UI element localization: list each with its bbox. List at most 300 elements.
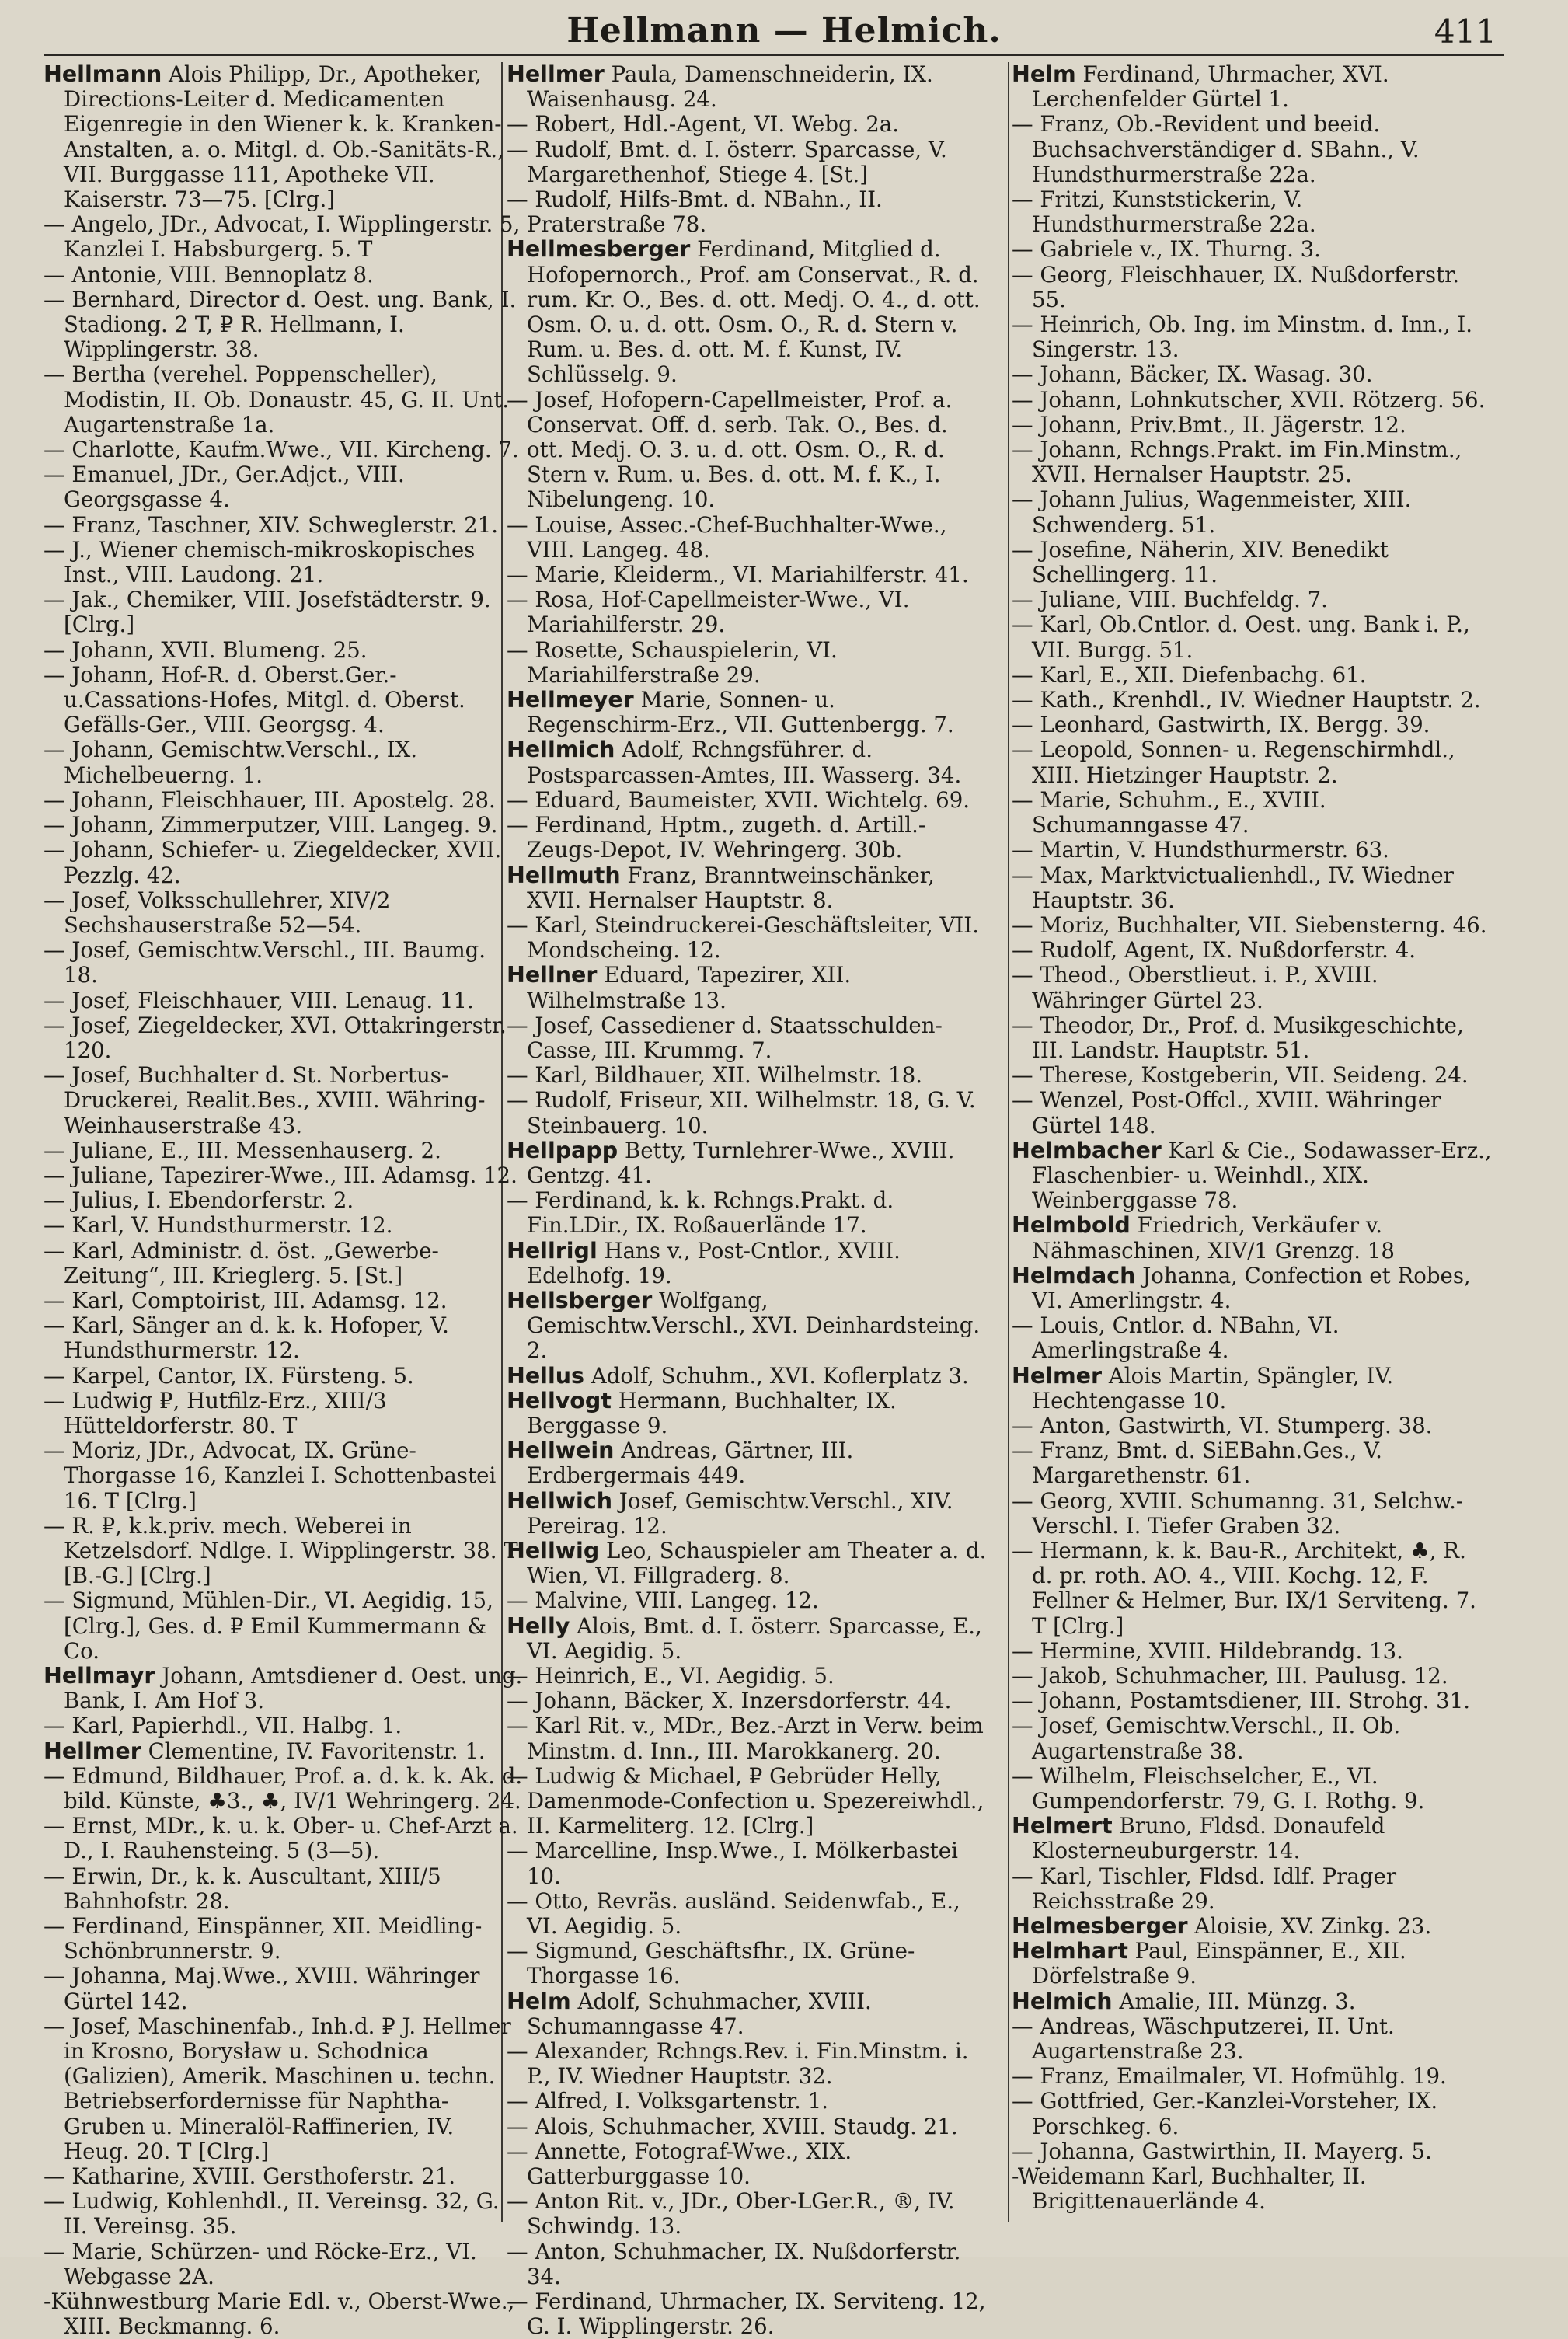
directory-entry <box>1012 112 1493 187</box>
entry-text: — Max, Marktvictualienhdl., IV. Wiedner Hauptstr. 36. <box>1012 862 1454 913</box>
directory-entry <box>1012 2164 1493 2214</box>
entry-text: Aloisie, XV. Zinkg. 23. <box>1194 1913 1432 1940</box>
directory-entry <box>1012 1088 1493 1138</box>
directory-entry <box>44 1364 525 1389</box>
directory-entry <box>44 587 525 637</box>
directory-entry <box>1012 1364 1493 1414</box>
entry-text: Adolf, Rchngsführer. d. Postsparcassen-Amtes, III. Wasserg. 34. <box>527 737 962 788</box>
entry-text: — Jak., Chemiker, VIII. Josefstädterstr. 9. [Clrg.] <box>44 587 491 638</box>
entry-text: — Josefine, Näherin, XIV. Benedikt Schellingerg. 11. <box>1012 536 1389 588</box>
entry-text: — Antonie, VIII. Bennoplatz 8. <box>44 261 374 288</box>
entry-text: — Gabriele v., IX. Thurng. 3. <box>1012 236 1321 263</box>
directory-entry <box>507 1764 988 1839</box>
directory-entry <box>1012 1989 1493 2014</box>
entry-text: — Rudolf, Hilfs-Bmt. d. NBahn., II. Praterstraße 78. <box>507 186 883 238</box>
entry-text: — Louise, Assec.-Chef-Buchhalter-Wwe., VIII. Langeg. 48. <box>507 511 947 563</box>
directory-entry <box>1012 62 1493 112</box>
entry-text: Paula, Damenschneiderin, IX. Waisenhausg. 24. <box>527 61 933 113</box>
directory-entry <box>44 1438 525 1514</box>
entry-text: Ferdinand, Mitglied d. Hofopernorch., Prof. am Conservat., R. d. rum. Kr. O., Bes. d. ott. Medj. O. 4., d. ott. Osm. O. u. d. ott. Osm. O., R. d. Stern v. Rum. u. Bes. d. ott. M. f. Kunst, IV. Schlüsselg. 9. <box>527 236 981 388</box>
entry-text: Johanna, Confection et Robes, VI. Amerlingstr. 4. <box>1032 1262 1471 1313</box>
entry-text: — Emanuel, JDr., Ger.Adjct., VIII. Georgsgasse 4. <box>44 462 405 513</box>
entry-text: — Julius, I. Ebendorferstr. 2. <box>44 1187 354 1214</box>
directory-entry <box>44 1013 525 1063</box>
entry-text: — Angelo, JDr., Advocat, I. Wipplingerstr. 5, Kanzlei I. Habsburgerg. 5. T <box>44 211 521 263</box>
directory-entry <box>1012 1264 1493 1313</box>
entry-text: — Andreas, Wäschputzerei, II. Unt. Augartenstraße 23. <box>1012 2013 1395 2065</box>
entry-text: — Sigmund, Geschäftsfhr., IX. Grüne-Thorgasse 16. <box>507 1938 915 1989</box>
entry-text: — Karl, Bildhauer, XII. Wilhelmstr. 18. <box>507 1062 923 1089</box>
directory-entry <box>507 1188 988 1238</box>
directory-entry <box>44 1739 525 1764</box>
directory-entry <box>1012 1489 1493 1539</box>
directory-entry <box>1012 1664 1493 1689</box>
surname-heading: Helmer <box>1012 1362 1103 1389</box>
entry-text: Leo, Schauspieler am Theater a. d. Wien, VI. Fillgraderg. 8. <box>527 1537 987 1589</box>
entry-text: — Josef, Gemischtw.Verschl., III. Baumg. 18. <box>44 937 486 988</box>
entry-text: — Ferdinand, Uhrmacher, IX. Serviteng. 12, G. I. Wipplingerstr. 26. <box>507 2288 986 2339</box>
entry-text: — Josef, Ziegeldecker, XVI. Ottakringerstr. 120. <box>44 1012 507 1063</box>
directory-entry <box>44 462 525 512</box>
entry-text: — Johann, Gemischtw.Verschl., IX. Michelbeuerng. 1. <box>44 737 418 788</box>
entry-text: — Josef, Fleischhauer, VIII. Lenaug. 11. <box>44 987 474 1013</box>
surname-heading: Helmdach <box>1012 1262 1136 1288</box>
directory-entry <box>1012 1713 1493 1763</box>
entry-text: Friedrich, Verkäufer v. Nähmaschinen, XIV/1 Grenzg. 18 <box>1032 1212 1395 1264</box>
directory-entry <box>507 1689 988 1713</box>
directory-entry <box>507 112 988 137</box>
entry-text: — Karl, Administr. d. öst. „Gewerbe-Zeitung“, III. Krieglerg. 5. [St.] <box>44 1237 439 1288</box>
directory-entry <box>44 2289 525 2339</box>
directory-entry <box>44 1664 525 1713</box>
entry-text: — Karpel, Cantor, IX. Fürsteng. 5. <box>44 1362 414 1389</box>
surname-heading: Hellmer <box>44 1738 141 1764</box>
directory-entry <box>507 513 988 563</box>
directory-entry <box>507 587 988 637</box>
entry-text: — Gottfried, Ger.-Kanzlei-Vorsteher, IX. Porschkeg. 6. <box>1012 2088 1438 2139</box>
directory-entry <box>507 1713 988 1763</box>
entry-text: — Malvine, VIII. Langeg. 12. <box>507 1588 819 1614</box>
entry-text: — Rosette, Schauspielerin, VI. Mariahilferstraße 29. <box>507 636 838 688</box>
directory-entry <box>44 1914 525 1964</box>
directory-entry <box>1012 538 1493 587</box>
entry-text: — Marcelline, Insp.Wwe., I. Mölkerbastei 10. <box>507 1838 958 1889</box>
entry-text: — Alfred, I. Volksgartenstr. 1. <box>507 2088 828 2114</box>
entry-text: Adolf, Schuhmacher, XVIII. Schumanngasse 47. <box>527 1988 872 2039</box>
directory-entry <box>507 1989 988 2039</box>
directory-entry <box>507 788 988 813</box>
entry-text: Hans v., Post-Cntlor., XVIII. Edelhofg. 19. <box>527 1237 901 1288</box>
directory-entry <box>507 237 988 387</box>
entry-text: — Johann, Bäcker, IX. Wasag. 30. <box>1012 361 1373 388</box>
directory-entry <box>507 2114 988 2139</box>
directory-entry <box>1012 1814 1493 1863</box>
surname-heading: Hellmich <box>507 737 615 763</box>
column-middle <box>507 61 988 2339</box>
surname-heading: Hellus <box>507 1362 584 1389</box>
directory-entry <box>44 1163 525 1188</box>
entry-text: — Johann, XVII. Blumeng. 25. <box>44 636 368 663</box>
surname-heading: Helly <box>507 1612 570 1639</box>
entry-text: — Johann, Hof-R. d. Oberst.Ger.-u.Cassations-Hofes, Mitgl. d. Oberst. Gefälls-Ger., VIII. Georgsg. 4. <box>44 661 465 738</box>
entry-text: — Franz, Bmt. d. SiEBahn.Ges., V. Margarethenstr. 61. <box>1012 1438 1382 1489</box>
entry-text: — Erwin, Dr., k. k. Auscultant, XIII/5 Bahnhofstr. 28. <box>44 1863 441 1914</box>
surname-heading: Helmbacher <box>1012 1137 1162 1163</box>
entry-text: — Josef, Buchhalter d. St. Norbertus-Druckerei, Realit.Bes., XVIII. Währing-Weinhauserstraße 43. <box>44 1062 486 1138</box>
page-number: 411 <box>1434 12 1497 51</box>
directory-entry <box>1012 237 1493 262</box>
directory-entry <box>1012 1063 1493 1088</box>
entry-text: — Georg, Fleischhauer, IX. Nußdorferstr. 55. <box>1012 261 1460 312</box>
entry-text: Franz, Branntweinschänker, XVII. Hernalser Hauptstr. 8. <box>527 862 935 913</box>
surname-heading: Hellmeyer <box>507 687 634 713</box>
directory-entry <box>507 2289 988 2339</box>
directory-entry <box>1012 2014 1493 2064</box>
entry-text: — Theodor, Dr., Prof. d. Musikgeschichte, III. Landstr. Hauptstr. 51. <box>1012 1012 1464 1063</box>
directory-entry <box>44 888 525 938</box>
directory-entry <box>1012 663 1493 688</box>
entry-text: — Josef, Gemischtw.Verschl., II. Ob. Augartenstraße 38. <box>1012 1713 1401 1764</box>
entry-text: — Ludwig ₽, Hutfilz-Erz., XIII/3 Hütteldorferstr. 80. T <box>44 1387 387 1438</box>
entry-text: — Karl Rit. v., MDr., Bez.-Arzt in Verw. beim Minstm. d. Inn., III. Marokkanerg. 20. <box>507 1713 984 1764</box>
entry-text: — Wilhelm, Fleischselcher, E., VI. Gumpendorferstr. 79, G. I. Rothg. 9. <box>1012 1762 1425 1814</box>
directory-entry <box>1012 1313 1493 1363</box>
directory-entry <box>507 688 988 737</box>
surname-heading: Hellmer <box>507 61 605 87</box>
entry-text: — Hermann, k. k. Bau-R., Architekt, ♣, R. d. pr. roth. AO. 4., VIII. Kochg. 12, F. Fellner & Helmer, Bur. IX/1 Serviteng. 7. T [Clrg.] <box>1012 1537 1476 1639</box>
directory-entry <box>507 1389 988 1438</box>
directory-entry <box>507 1438 988 1488</box>
directory-entry <box>44 638 525 663</box>
surname-heading: Hellvogt <box>507 1387 612 1414</box>
directory-entry <box>507 62 988 112</box>
entry-text: -Weidemann Karl, Buchhalter, II. Brigittenauerlände 4. <box>1012 2163 1367 2215</box>
entry-text: — Franz, Emailmaler, VI. Hofmühlg. 19. <box>1012 2063 1447 2090</box>
directory-entry <box>1012 612 1493 662</box>
entry-text: Josef, Gemischtw.Verschl., XIV. Pereirag. 12. <box>527 1487 953 1539</box>
directory-entry <box>1012 688 1493 713</box>
entry-text: — Karl, Steindruckerei-Geschäftsleiter, VII. Mondscheing. 12. <box>507 912 979 964</box>
directory-entry <box>507 737 988 787</box>
entry-text: — Rosa, Hof-Capellmeister-Wwe., VI. Mariahilferstr. 29. <box>507 587 910 638</box>
entry-text: Amalie, III. Münzg. 3. <box>1119 1988 1356 2014</box>
entry-text: — Johann, Lohnkutscher, XVII. Rötzerg. 56. <box>1012 386 1486 413</box>
surname-heading: Helm <box>1012 61 1076 87</box>
entry-text: — Moriz, JDr., Advocat, IX. Grüne-Thorgasse 16, Kanzlei I. Schottenbastei 16. T [Clrg.] <box>44 1438 497 1514</box>
entry-text: — Bertha (verehel. Poppenscheller), Modistin, II. Ob. Donaustr. 45, G. II. Unt. Augartenstraße 1a. <box>44 361 510 437</box>
entry-text: — Rudolf, Bmt. d. I. österr. Sparcasse, V. Margarethenhof, Stiege 4. [St.] <box>507 136 947 187</box>
entry-text: — Ludwig, Kohlenhdl., II. Vereinsg. 32, G. II. Vereinsg. 35. <box>44 2188 500 2240</box>
directory-entry <box>507 1063 988 1088</box>
directory-entry <box>44 1138 525 1163</box>
directory-entry <box>507 388 988 513</box>
directory-entry <box>44 437 525 462</box>
directory-entry <box>507 1364 988 1389</box>
column-left <box>44 61 525 2339</box>
directory-entry <box>44 813 525 838</box>
directory-entry <box>1012 187 1493 237</box>
entry-text: — Anton Rit. v., JDr., Ober-LGer.R., ®, IV. Schwindg. 13. <box>507 2188 955 2240</box>
directory-entry <box>507 2039 988 2089</box>
directory-entry <box>44 1713 525 1738</box>
directory-entry <box>1012 1914 1493 1939</box>
entry-text: — Marie, Schuhm., E., XVIII. Schumanngasse 47. <box>1012 786 1326 838</box>
entry-text: — Johann, Rchngs.Prakt. im Fin.Minstm., XVII. Hernalser Hauptstr. 25. <box>1012 437 1462 488</box>
directory-entry <box>507 1614 988 1664</box>
entry-text: — Fritzi, Kunststickerin, V. Hundsthurmerstraße 22a. <box>1012 186 1316 238</box>
directory-entry <box>44 212 525 262</box>
directory-entry <box>507 1013 988 1063</box>
entry-text: Karl & Cie., Sodawasser-Erz., Flaschenbier- u. Weinhdl., XIX. Weinberggasse 78. <box>1032 1137 1492 1214</box>
directory-entry <box>44 1239 525 1288</box>
directory-entry <box>44 2014 525 2164</box>
entry-text: — J., Wiener chemisch-mikroskopisches Inst., VIII. Laudong. 21. <box>44 536 476 588</box>
directory-entry <box>44 1588 525 1664</box>
directory-entry <box>507 1088 988 1138</box>
directory-entry <box>44 737 525 787</box>
directory-entry <box>1012 587 1493 612</box>
column-right <box>1012 62 1493 2246</box>
directory-entry <box>507 638 988 688</box>
directory-entry <box>507 2189 988 2239</box>
directory-entry <box>1012 1864 1493 1914</box>
surname-heading: Hellner <box>507 962 598 988</box>
directory-entry <box>44 1188 525 1213</box>
directory-entry <box>1012 788 1493 838</box>
directory-entry <box>507 1539 988 1588</box>
directory-entry <box>1012 388 1493 413</box>
entry-text: Hermann, Buchhalter, IX. Berggasse 9. <box>527 1387 897 1438</box>
directory-entry <box>507 1939 988 1989</box>
directory-entry <box>507 1664 988 1689</box>
directory-entry <box>1012 1213 1493 1263</box>
directory-entry <box>507 963 988 1013</box>
entry-text: Eduard, Tapezirer, XII. Wilhelmstraße 13. <box>527 962 852 1013</box>
directory-entry <box>507 187 988 237</box>
entry-text: — Leonhard, Gastwirth, IX. Bergg. 39. <box>1012 712 1430 738</box>
entry-text: — Sigmund, Mühlen-Dir., VI. Aegidig. 15, [Clrg.], Ges. d. ₽ Emil Kummermann & Co. <box>44 1588 493 1664</box>
entry-text: — Johann, Priv.Bmt., II. Jägerstr. 12. <box>1012 411 1406 437</box>
surname-heading: Hellmayr <box>44 1663 155 1689</box>
directory-entry <box>507 1889 988 1939</box>
entry-text: — Johann, Postamtsdiener, III. Strohg. 31. <box>1012 1688 1471 1714</box>
entry-text: Alois Philipp, Dr., Apotheker, Directions-Leiter d. Medicamenten Eigenregie in den Wiener k. k. Kranken-Anstalten, a. o. Mitgl. d. Ob.-Sanitäts-R., VII. Burggasse 111, Apotheke VII. Kaiserstr. 73—75. [Clrg.] <box>64 61 504 213</box>
directory-entry <box>507 1839 988 1888</box>
directory-entry <box>44 838 525 887</box>
directory-entry <box>1012 913 1493 938</box>
directory-entry <box>507 913 988 963</box>
entry-text: — Heinrich, Ob. Ing. im Minstm. d. Inn., I. Singerstr. 13. <box>1012 312 1473 363</box>
directory-entry <box>1012 938 1493 963</box>
directory-entry <box>507 2240 988 2289</box>
directory-entry <box>44 288 525 363</box>
entry-text: Johann, Amtsdiener d. Oest. ung. Bank, I. Am Hof 3. <box>64 1663 523 1714</box>
directory-entry <box>507 813 988 863</box>
entry-text: — Georg, XVIII. Schumanng. 31, Selchw.-Verschl. I. Tiefer Graben 32. <box>1012 1487 1464 1539</box>
header-rule <box>44 54 1504 56</box>
directory-entry <box>1012 487 1493 537</box>
surname-heading: Hellmann <box>44 61 162 87</box>
directory-entry <box>507 1588 988 1613</box>
entry-text: — R. ₽, k.k.priv. mech. Weberei in Ketzelsdorf. Ndlge. I. Wipplingerstr. 38. T [B.-G.] [Clrg.] <box>44 1512 518 1589</box>
directory-entry <box>507 1239 988 1288</box>
directory-entry <box>44 538 525 587</box>
directory-entry <box>507 1288 988 1364</box>
surname-heading: Helmhart <box>1012 1938 1128 1964</box>
entry-text: — Josef, Maschinenfab., Inh.d. ₽ J. Hellmer in Krosno, Borysław u. Schodnica (Galizien), Amerik. Maschinen u. techn. Betriebserfordernisse für Naphtha-Gruben u. Mineralöl-Raffinerien, IV. Heug. 20. T [Clrg.] <box>44 2013 511 2164</box>
directory-entry <box>1012 2139 1493 2164</box>
surname-heading: Hellmuth <box>507 862 621 888</box>
entry-text: — Karl, Sänger an d. k. k. Hofoper, V. Hundsthurmerstr. 12. <box>44 1312 449 1364</box>
directory-entry <box>1012 1939 1493 1989</box>
entry-text: — Ernst, MDr., k. u. k. Ober- u. Chef-Arzt a. D., I. Rauhensteing. 5 (3—5). <box>44 1813 518 1864</box>
entry-text: — Johanna, Gastwirthin, II. Mayerg. 5. <box>1012 2138 1432 2164</box>
directory-entry <box>1012 2064 1493 2089</box>
entry-text: — Robert, Hdl.-Agent, VI. Webg. 2a. <box>507 111 900 138</box>
entry-text: — Johanna, Maj.Wwe., XVIII. Währinger Gürtel 142. <box>44 1963 480 2014</box>
directory-entry <box>44 1964 525 2013</box>
entry-text: — Eduard, Baumeister, XVII. Wichtelg. 69. <box>507 786 970 813</box>
entry-text: — Hermine, XVIII. Hildebrandg. 13. <box>1012 1637 1403 1664</box>
directory-entry <box>1012 963 1493 1013</box>
directory-entry <box>44 938 525 988</box>
surname-heading: Helmesberger <box>1012 1913 1188 1940</box>
entry-text: Alois Martin, Spängler, IV. Hechtengasse 10. <box>1032 1362 1394 1414</box>
directory-entry <box>44 1864 525 1914</box>
page-header <box>0 0 1568 61</box>
directory-entry <box>1012 713 1493 737</box>
entry-text: Paul, Einspänner, E., XII. Dörfelstraße 9. <box>1032 1938 1406 1989</box>
directory-entry <box>44 1063 525 1138</box>
directory-entry <box>1012 312 1493 362</box>
directory-entry <box>1012 437 1493 487</box>
entry-text: Clementine, IV. Favoritenstr. 1. <box>148 1738 486 1764</box>
entry-text: — Marie, Kleiderm., VI. Mariahilferstr. 41. <box>507 562 969 588</box>
entry-text: — Katharine, XVIII. Gersthoferstr. 21. <box>44 2163 455 2190</box>
directory-entry <box>507 1138 988 1188</box>
directory-entry <box>44 263 525 288</box>
entry-text: — Ferdinand, Hptm., zugeth. d. Artill.-Zeugs-Depot, IV. Wehringerg. 30b. <box>507 812 926 863</box>
entry-text: — Theod., Oberstlieut. i. P., XVIII. Währinger Gürtel 23. <box>1012 962 1378 1013</box>
directory-entry <box>1012 1639 1493 1664</box>
entry-text: Wolfgang, Gemischtw.Verschl., XVI. Deinhardsteing. 2. <box>527 1287 981 1364</box>
directory-entry <box>44 1313 525 1363</box>
entry-text: — Johann, Bäcker, X. Inzersdorferstr. 44. <box>507 1688 952 1714</box>
directory-entry <box>44 988 525 1013</box>
directory-entry <box>1012 2089 1493 2139</box>
surname-heading: Hellmesberger <box>507 236 691 263</box>
entry-text: — Johann Julius, Wagenmeister, XIII. Schwenderg. 51. <box>1012 486 1412 538</box>
column-divider-2 <box>1008 62 1009 2222</box>
directory-entry <box>1012 1438 1493 1488</box>
directory-entry <box>507 1489 988 1539</box>
entry-text: -Kühnwestburg Marie Edl. v., Oberst-Wwe., XIII. Beckmanng. 6. <box>44 2288 515 2339</box>
entry-text: — Juliane, VIII. Buchfeldg. 7. <box>1012 587 1328 613</box>
page-title: Hellmann — Helmich. <box>566 11 1002 51</box>
entry-text: — Marie, Schürzen- und Röcke-Erz., VI. Webgasse 2A. <box>44 2238 477 2289</box>
entry-text: — Louis, Cntlor. d. NBahn, VI. Amerlingstraße 4. <box>1012 1312 1340 1364</box>
directory-entry <box>1012 1013 1493 1063</box>
entry-text: — Bernhard, Director d. Oest. ung. Bank, I. Stadiong. 2 T, ₽ R. Hellmann, I. Wipplingerstr. 38. <box>44 286 517 363</box>
entry-text: — Therese, Kostgeberin, VII. Seideng. 24. <box>1012 1062 1469 1089</box>
entry-text: — Otto, Revräs. ausländ. Seidenwfab., E., VI. Aegidig. 5. <box>507 1888 960 1940</box>
entry-text: — Heinrich, E., VI. Aegidig. 5. <box>507 1663 835 1689</box>
directory-entry <box>507 2139 988 2189</box>
directory-entry <box>1012 1138 1493 1214</box>
surname-heading: Hellwig <box>507 1537 600 1563</box>
entry-text: — Karl, Comptoirist, III. Adamsg. 12. <box>44 1287 448 1313</box>
directory-entry <box>44 362 525 437</box>
entry-text: — Johann, Schiefer- u. Ziegeldecker, XVII. Pezzlg. 42. <box>44 837 502 888</box>
directory-entry <box>44 2240 525 2289</box>
entry-text: Adolf, Schuhm., XVI. Koflerplatz 3. <box>591 1362 969 1389</box>
directory-entry <box>1012 1764 1493 1814</box>
surname-heading: Helmbold <box>1012 1212 1131 1239</box>
entry-text: Ferdinand, Uhrmacher, XVI. Lerchenfelder Gürtel 1. <box>1032 61 1389 113</box>
entry-text: — Josef, Cassediener d. Staatsschulden-Casse, III. Krummg. 7. <box>507 1012 943 1063</box>
entry-text: — Johann, Zimmerputzer, VIII. Langeg. 9. <box>44 812 498 838</box>
directory-entry <box>44 663 525 738</box>
directory-entry <box>1012 1414 1493 1438</box>
directory-entry <box>44 2189 525 2239</box>
directory-entry <box>44 1514 525 1589</box>
entry-text: — Rudolf, Agent, IX. Nußdorferstr. 4. <box>1012 937 1416 964</box>
entry-text: — Juliane, E., III. Messenhauserg. 2. <box>44 1137 441 1163</box>
entry-text: — Karl, Tischler, Fldsd. Idlf. Prager Reichsstraße 29. <box>1012 1863 1397 1914</box>
entry-text: — Juliane, Tapezirer-Wwe., III. Adamsg. 12. <box>44 1162 517 1188</box>
directory-entry <box>44 1288 525 1313</box>
directory-entry <box>1012 838 1493 863</box>
surname-heading: Helmert <box>1012 1813 1113 1839</box>
entry-text: — Edmund, Bildhauer, Prof. a. d. k. k. Ak. d. bild. Künste, ♣3., ♣, IV/1 Wehringerg. 24. <box>44 1762 523 1814</box>
directory-entry <box>1012 1539 1493 1639</box>
surname-heading: Hellwich <box>507 1487 613 1514</box>
entry-text: Bruno, Fldsd. Donaufeld Klosterneuburgerstr. 14. <box>1032 1813 1385 1864</box>
surname-heading: Hellpapp <box>507 1137 618 1163</box>
entry-text: — Josef, Hofopern-Capellmeister, Prof. a. Conservat. Off. d. serb. Tak. O., Bes. d. ott. Medj. O. 3. u. d. ott. Osm. O., R. d. Stern v. Rum. u. Bes. d. ott. M. f. K., I. Nibelungeng. 10. <box>507 386 953 513</box>
surname-heading: Hellsberger <box>507 1287 653 1313</box>
directory-entry <box>44 1389 525 1438</box>
entry-text: Alois, Bmt. d. I. österr. Sparcasse, E., VI. Aegidig. 5. <box>527 1612 982 1664</box>
entry-text: — Ferdinand, k. k. Rchngs.Prakt. d. Fin.LDir., IX. Roßauerlände 17. <box>507 1187 894 1239</box>
entry-text: — Rudolf, Friseur, XII. Wilhelmstr. 18, G. V. Steinbauerg. 10. <box>507 1087 976 1138</box>
entry-text: — Johann, Fleischhauer, III. Apostelg. 28. <box>44 786 496 813</box>
entry-text: — Wenzel, Post-Offcl., XVIII. Währinger Gürtel 148. <box>1012 1087 1441 1138</box>
directory-entry <box>507 863 988 913</box>
entry-text: — Karl, Papierhdl., VII. Halbg. 1. <box>44 1713 402 1739</box>
entry-text: — Martin, V. Hundsthurmerstr. 63. <box>1012 837 1389 863</box>
entry-text: — Karl, Ob.Cntlor. d. Oest. ung. Bank i. P., VII. Burgg. 51. <box>1012 612 1470 663</box>
entry-text: — Alexander, Rchngs.Rev. i. Fin.Minstm. i. P., IV. Wiedner Hauptstr. 32. <box>507 2038 969 2090</box>
entry-text: — Jakob, Schuhmacher, III. Paulusg. 12. <box>1012 1663 1448 1689</box>
entry-text: — Franz, Taschner, XIV. Schweglerstr. 21. <box>44 511 499 538</box>
entry-text: — Alois, Schuhmacher, XVIII. Staudg. 21. <box>507 2113 958 2139</box>
entry-text: — Anton, Gastwirth, VI. Stumperg. 38. <box>1012 1412 1433 1438</box>
directory-entry <box>44 788 525 813</box>
directory-entry <box>1012 863 1493 913</box>
directory-entry <box>1012 1689 1493 1713</box>
entry-text: — Anton, Schuhmacher, IX. Nußdorferstr. 34. <box>507 2238 961 2289</box>
entry-text: — Ferdinand, Einspänner, XII. Meidling-Schönbrunnerstr. 9. <box>44 1913 483 1964</box>
surname-heading: Helm <box>507 1988 571 2014</box>
directory-entry <box>1012 263 1493 312</box>
entry-text: — Kath., Krenhdl., IV. Wiedner Hauptstr. 2. <box>1012 687 1481 713</box>
entry-text: — Josef, Volksschullehrer, XIV/2 Sechshauserstraße 52—54. <box>44 887 391 938</box>
directory-entry <box>1012 362 1493 387</box>
surname-heading: Hellwein <box>507 1438 615 1464</box>
entry-text: — Charlotte, Kaufm.Wwe., VII. Kircheng. 7. <box>44 437 519 463</box>
entry-text: — Karl, V. Hundsthurmerstr. 12. <box>44 1212 393 1239</box>
